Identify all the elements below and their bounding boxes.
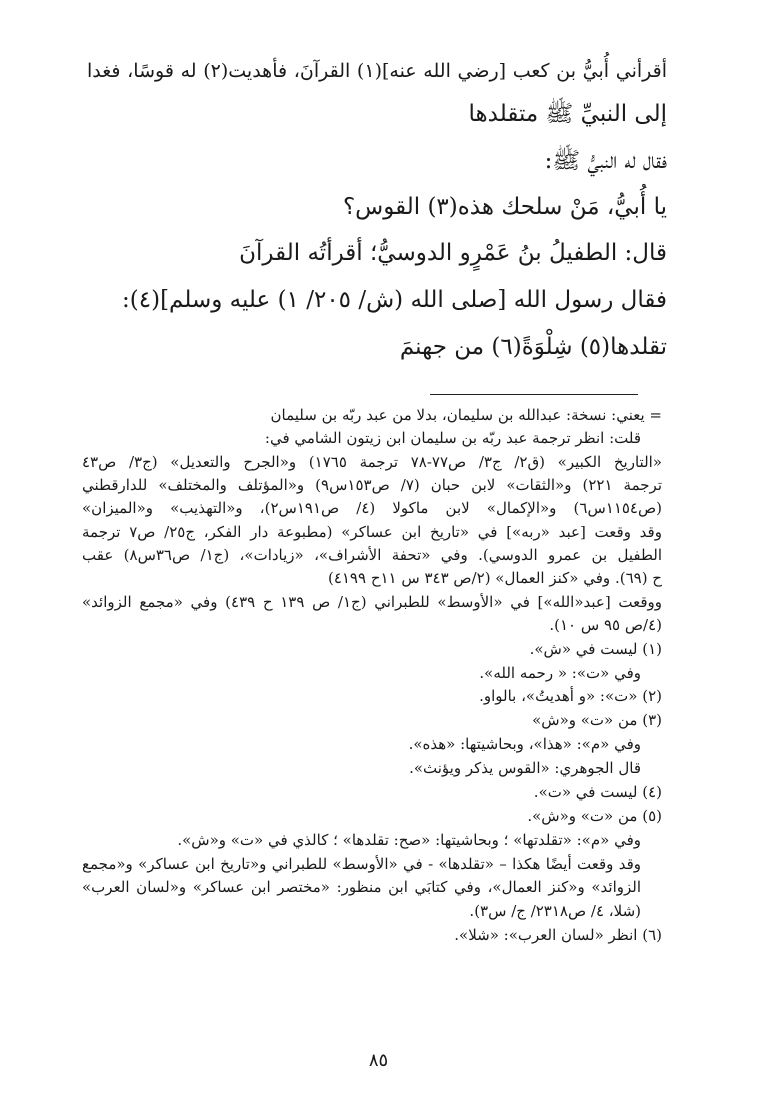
footnote-line: قلت: انظر ترجمة عبد ربّه بن سليمان ابن زيتون الشامي في:	[264, 429, 641, 447]
footnote-3: (٣) من «ت» و«ش»	[532, 711, 662, 729]
main-text-line-7: تقلدها(٥) شِلْوَةً(٦) من جهنمَ	[399, 334, 667, 360]
footnote-line: (٤/ص ٩٥ س ١٠).	[549, 616, 662, 634]
footnote-line: وفي «م»: «تقلدتها» ؛ وبحاشيتها: «صح: تقلدها» ؛ كالذي في «ت» و«ش».	[177, 831, 641, 849]
footnote-line: وقد وقعت أيضًا هكذا – «تقلدها» - في «الأوسط» للطبراني و«تاريخ ابن عساكر» و«مجمع	[82, 855, 641, 873]
footnote-line: وقد وقعت [عبد «ربه»] في «تاريخ ابن عساكر» (مطبوعة دار الفكر، ج٢٥/ ص٧ ترجمة	[82, 523, 662, 541]
footnote-line: (شلا، ٤/ ص٢٣١٨/ ج/ س٣).	[469, 902, 641, 920]
footnote-1: (١) ليست في «ش».	[529, 640, 662, 658]
footnote-line: وفي «ت»: « رحمه الله».	[479, 664, 641, 682]
footnote-line: (ص١١٥٤س٦) و«الإكمال» لابن ماكولا (٤/ ص١٩١س٢)، و«التهذيب» و«الميزان»	[82, 499, 662, 517]
main-text-line-5: قال: الطفيلُ بنُ عَمْرٍو الدوسيُّ؛ أقرأتُه القرآنَ	[239, 240, 667, 266]
footnote-2: (٢) «ت»: «و أهديتُ»، بالواو.	[479, 687, 662, 705]
main-text-line-2: إلى النبيِّ ﷺ متقلدها	[468, 101, 667, 127]
footnote-line: وفي «م»: «هذا»، وبحاشيتها: «هذه».	[408, 735, 641, 753]
main-text-line-3: فقال له النبيُّ ﷺ:	[544, 148, 667, 174]
main-text-line-6: فقال رسول الله [صلى الله (ش/ ٢٠٥/ ١) عليه وسلم](٤):	[122, 287, 667, 313]
footnote-line: الزوائد» و«كنز العمال»، وفي كتابَي ابن منظور: «مختصر ابن عساكر» و«لسان العرب»	[82, 878, 641, 896]
footnote-line: الطفيل بن عمرو الدوسي). وفي «تحفة الأشراف»، «زيادات»، (ج١/ ص٣٦س٨) عقب	[82, 546, 663, 564]
main-text-line-4: يا أُبيُّ، مَنْ سلحك هذه(٣) القوس؟	[342, 194, 667, 220]
footnote-line: ووقعت [عبد«الله»] في «الأوسط» للطبراني (ج١/ ص ١٣٩ ح ٤٣٩) وفي «مجمع الزوائد»	[82, 593, 663, 611]
footnote-line: ترجمة ٢٢١) و«الثقات» لابن حبان (٧/ ص١٥٣س٩) و«المؤتلف والمختلف» للدارقطني	[82, 476, 662, 494]
footnote-line: ح (٦٩). وفي «كنز العمال» (٢/ص ٣٤٣ س ١١ح ٤١٩٩)	[327, 569, 662, 587]
page-number: ٨٥	[368, 1050, 389, 1071]
main-text-line-1: أقرأني أُبيُّ بن كعب [رضي الله عنه](١) القرآنَ، فأهديت(٢) له قوسًا، فغدا	[87, 60, 667, 82]
footnote-4: (٤) ليست في «ت».	[533, 783, 662, 801]
footnote-separator	[430, 394, 638, 395]
footnote-line: قال الجوهري: «القوس يذكر ويؤنث».	[409, 759, 641, 777]
footnote-line: = يعني: نسخة: عبدالله بن سليمان، بدلا من عبد ربّه بن سليمان	[270, 406, 662, 424]
footnote-6: (٦) انظر «لسان العرب»: «شلا».	[454, 926, 662, 944]
footnote-5: (٥) من «ت» و«ش».	[527, 807, 662, 825]
footnote-line: «التاريخ الكبير» (ق٢/ ج٣/ ص٧٧-٧٨ ترجمة ١٧٦٥) و«الجرح والتعديل» (ج٣/ ص٤٣	[82, 453, 662, 471]
